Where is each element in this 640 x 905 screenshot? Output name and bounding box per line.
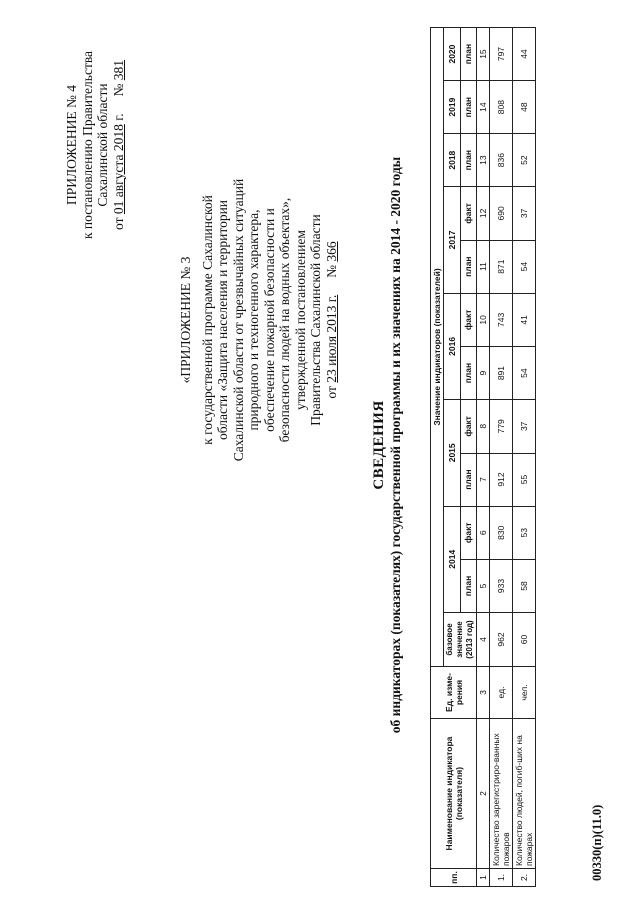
column-number: 7	[477, 453, 490, 506]
column-number: 4	[477, 613, 490, 667]
header-year: 2020	[444, 28, 461, 81]
annex3-number: 366	[323, 241, 339, 262]
row-value: 808	[490, 81, 513, 134]
row-value: 44	[513, 28, 536, 81]
annex3-line: области «Защита населения и территории	[215, 199, 230, 441]
row-value: 933	[490, 559, 513, 612]
column-number: 12	[477, 187, 490, 240]
row-unit: ед.	[490, 667, 513, 719]
header-year: 2015	[444, 400, 461, 506]
column-number: 1	[477, 869, 490, 887]
column-number: 8	[477, 400, 490, 453]
row-value: 797	[490, 28, 513, 81]
row-value: 48	[513, 81, 536, 134]
header-plan: план	[460, 559, 477, 612]
row-value: 52	[513, 134, 536, 187]
row-value: 962	[490, 613, 513, 667]
annex3-date-line: от 23 июля 2013 г. № 366	[323, 241, 339, 399]
column-number: 6	[477, 506, 490, 559]
table-header-row	[431, 28, 444, 887]
row-value: 830	[490, 506, 513, 559]
column-number: 11	[477, 240, 490, 293]
row-name: Количество людей, погиб-ших на пожарах	[513, 719, 536, 869]
header-name: Наименование индикатора (показателя)	[431, 719, 477, 869]
row-value: 779	[490, 400, 513, 453]
row-value: 55	[513, 453, 536, 506]
table-row	[513, 28, 536, 887]
header-fact: факт	[460, 293, 477, 346]
column-number: 5	[477, 559, 490, 612]
header-plan: план	[460, 81, 477, 134]
annex4-title: ПРИЛОЖЕНИЕ № 4	[64, 84, 79, 206]
row-value: 891	[490, 347, 513, 400]
row-num: 2.	[513, 869, 536, 887]
column-number: 13	[477, 134, 490, 187]
annex3-line: Правительства Сахалинской области	[308, 214, 323, 426]
row-value: 690	[490, 187, 513, 240]
title-heading: СВЕДЕНИЯ	[371, 400, 387, 490]
row-unit: чел.	[513, 667, 536, 719]
column-number: 9	[477, 347, 490, 400]
annex3-line: природного и техногенного характера,	[246, 209, 261, 431]
header-plan: план	[460, 347, 477, 400]
row-value: 836	[490, 134, 513, 187]
row-value: 58	[513, 559, 536, 612]
annex3-block	[178, 155, 339, 485]
header-year: 2019	[444, 81, 461, 134]
table-row	[490, 28, 513, 887]
header-fact: факт	[460, 400, 477, 453]
row-num: 1.	[490, 869, 513, 887]
header-values: Значение индикаторов (показателей)	[431, 28, 444, 667]
row-value: 37	[513, 187, 536, 240]
annex3-line: утвержденной постановлением	[292, 230, 308, 410]
annex4-line1: к постановлению Правительства	[79, 50, 95, 240]
annex4-line2: Сахалинской области	[95, 83, 110, 207]
row-value: 54	[513, 240, 536, 293]
row-value: 743	[490, 293, 513, 346]
annex4-date: 01 августа 2018	[110, 124, 126, 215]
row-value: 37	[513, 400, 536, 453]
annex3-line: обеспечение пожарной безопасности и	[261, 208, 277, 432]
column-number: 15	[477, 28, 490, 81]
header-plan: план	[460, 28, 477, 81]
header-fact: факт	[460, 187, 477, 240]
header-plan: план	[460, 240, 477, 293]
header-plan: план	[460, 453, 477, 506]
header-num: пп.	[431, 869, 477, 887]
annex4-date-line: от 01 августа 2018 г. № 381	[110, 60, 126, 230]
row-value: 54	[513, 347, 536, 400]
title-subheading: об индикаторах (показателях) государственной программы и их значениях на 2014 - 2020 годы	[387, 156, 403, 734]
indicators-table	[430, 27, 536, 887]
document-title	[372, 85, 403, 805]
header-fact: факт	[460, 506, 477, 559]
column-number: 10	[477, 293, 490, 346]
header-year: 2016	[444, 293, 461, 399]
column-number: 14	[477, 81, 490, 134]
row-value: 871	[490, 240, 513, 293]
annex3-line: к государственной программе Сахалинской	[199, 195, 215, 445]
row-value: 912	[490, 453, 513, 506]
document-footer-code: 00330(п)(11.0)	[590, 804, 604, 881]
annex4-number: 381	[110, 60, 126, 81]
header-base: базовое значение (2013 год)	[444, 613, 477, 667]
header-year: 2014	[444, 506, 461, 612]
row-value: 60	[513, 613, 536, 667]
header-unit: Ед. изме-рения	[431, 667, 477, 719]
row-name: Количество зарегистриро-ванных пожаров	[490, 719, 513, 869]
row-value: 41	[513, 293, 536, 346]
header-plan: план	[460, 134, 477, 187]
row-value: 53	[513, 506, 536, 559]
column-number-row	[477, 28, 490, 887]
column-number: 2	[477, 719, 490, 869]
annex3-date: 23 июля 2013 г.	[323, 294, 339, 383]
annex3-line: безопасности людей на водных объектах»,	[277, 197, 292, 443]
annex3-title: «ПРИЛОЖЕНИЕ № 3	[178, 256, 193, 384]
header-year: 2017	[444, 187, 461, 293]
annex3-line: Сахалинской области от чрезвычайных ситуаций	[230, 178, 246, 462]
column-number: 3	[477, 667, 490, 719]
header-year: 2018	[444, 134, 461, 187]
annex4-block	[64, 5, 126, 285]
